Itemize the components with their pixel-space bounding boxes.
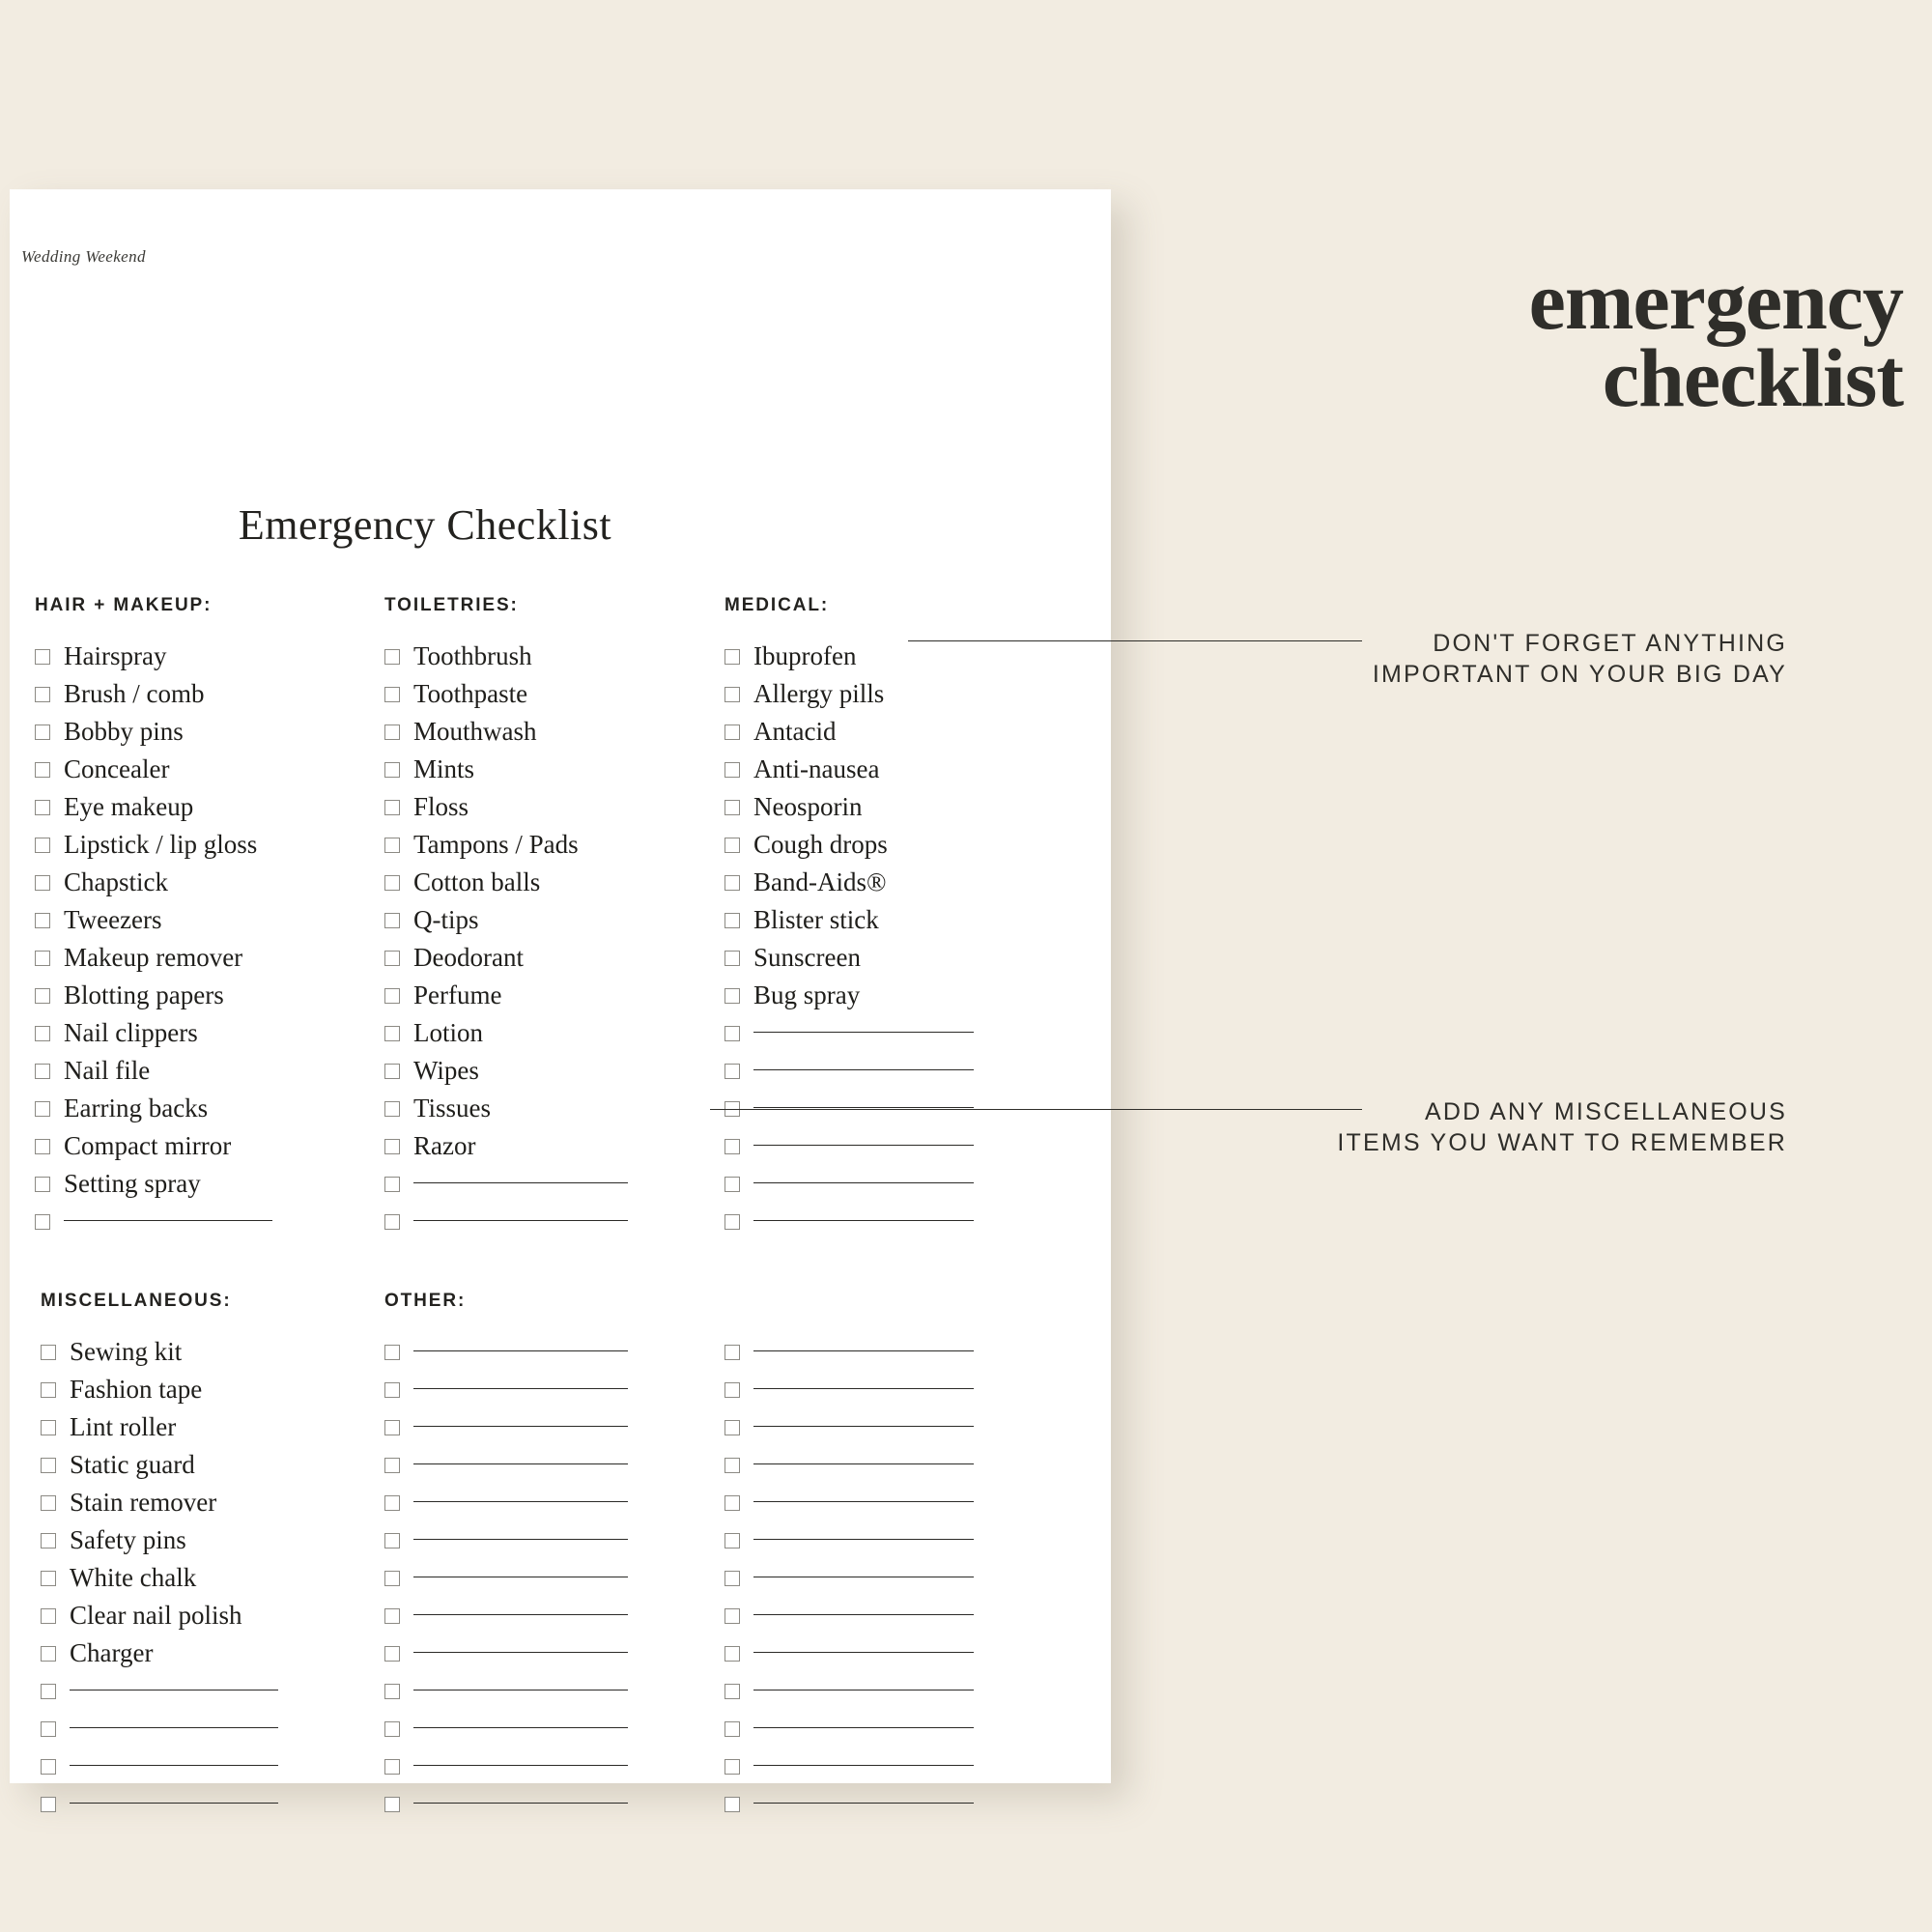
checkbox-icon[interactable]	[724, 687, 740, 702]
checkbox-icon[interactable]	[724, 1214, 740, 1230]
checkbox-icon[interactable]	[384, 1026, 400, 1041]
write-in-line[interactable]	[753, 1689, 974, 1690]
list-item-label: Ibuprofen	[753, 641, 857, 670]
list-item[interactable]	[724, 864, 1034, 901]
checkbox-icon[interactable]	[724, 800, 740, 815]
checkbox-icon[interactable]	[384, 1721, 400, 1737]
checkbox-icon[interactable]	[724, 1026, 740, 1041]
checkbox-icon[interactable]	[384, 1608, 400, 1624]
write-in-line[interactable]	[753, 1613, 974, 1615]
list-item-label: Neosporin	[753, 792, 863, 821]
checkbox-icon[interactable]	[35, 1101, 50, 1117]
callout-primary	[1246, 628, 1787, 690]
section-heading-hair-makeup: HAIR + MAKEUP:	[35, 595, 213, 615]
write-in-line[interactable]	[753, 1764, 974, 1766]
list-item[interactable]	[35, 638, 344, 675]
checkbox-icon[interactable]	[35, 1139, 50, 1154]
list-item-blank[interactable]	[724, 1408, 1034, 1446]
list-medical	[724, 638, 1034, 1240]
checkbox-icon[interactable]	[724, 951, 740, 966]
checkbox-icon[interactable]	[35, 838, 50, 853]
checkbox-icon[interactable]	[35, 988, 50, 1004]
list-item-blank[interactable]	[384, 1446, 694, 1484]
list-item-blank[interactable]	[724, 1484, 1034, 1521]
list-item-blank[interactable]	[724, 1521, 1034, 1559]
list-item-label: Lotion	[413, 1018, 483, 1047]
list-item-blank[interactable]	[35, 1203, 344, 1240]
write-in-line[interactable]	[413, 1219, 628, 1221]
checkbox-icon[interactable]	[724, 1759, 740, 1775]
write-in-line[interactable]	[753, 1463, 974, 1464]
list-item[interactable]	[41, 1597, 350, 1634]
checkbox-icon[interactable]	[35, 649, 50, 665]
section-other-right	[724, 1291, 1034, 1823]
list-item[interactable]	[724, 751, 1034, 788]
checkbox-icon[interactable]	[384, 1101, 400, 1117]
checklist-row-bottom	[10, 1291, 1111, 1832]
write-in-line[interactable]	[413, 1613, 628, 1615]
checkbox-icon[interactable]	[41, 1495, 56, 1511]
checkbox-icon[interactable]	[384, 1139, 400, 1154]
list-item-label: Concealer	[64, 754, 170, 783]
list-item-blank[interactable]	[724, 1597, 1034, 1634]
checkbox-icon[interactable]	[41, 1608, 56, 1624]
list-item-blank[interactable]	[384, 1484, 694, 1521]
list-item-label: Mints	[413, 754, 475, 783]
write-in-line[interactable]	[413, 1764, 628, 1766]
checkbox-icon[interactable]	[384, 838, 400, 853]
list-item-label: Sunscreen	[753, 943, 861, 972]
section-medical	[724, 595, 1034, 1240]
write-in-line[interactable]	[70, 1726, 278, 1728]
checkbox-icon[interactable]	[384, 1684, 400, 1699]
list-item-blank[interactable]	[41, 1672, 350, 1710]
list-item[interactable]	[384, 675, 694, 713]
checkbox-icon[interactable]	[384, 1646, 400, 1662]
checkbox-icon[interactable]	[35, 687, 50, 702]
checklist-page	[10, 189, 1111, 1783]
list-item-label: Fashion tape	[70, 1375, 203, 1404]
list-item-label: Toothpaste	[413, 679, 528, 708]
list-item-label: Clear nail polish	[70, 1601, 242, 1630]
list-item-blank[interactable]	[384, 1710, 694, 1747]
write-in-line[interactable]	[70, 1689, 278, 1690]
list-item[interactable]	[384, 713, 694, 751]
list-item[interactable]	[384, 826, 694, 864]
list-item-label: Allergy pills	[753, 679, 885, 708]
checkbox-icon[interactable]	[384, 988, 400, 1004]
list-item-label: Makeup remover	[64, 943, 243, 972]
list-item-label: Eye makeup	[64, 792, 194, 821]
list-item-blank[interactable]	[724, 1672, 1034, 1710]
list-item-label: Sewing kit	[70, 1337, 183, 1366]
checkbox-icon[interactable]	[384, 1177, 400, 1192]
checkbox-icon[interactable]	[41, 1797, 56, 1812]
checkbox-icon[interactable]	[724, 1571, 740, 1586]
list-item-label: Static guard	[70, 1450, 195, 1479]
list-item[interactable]	[384, 751, 694, 788]
checkbox-icon[interactable]	[384, 875, 400, 891]
checkbox-icon[interactable]	[384, 1533, 400, 1548]
list-item-label: Deodorant	[413, 943, 524, 972]
checkbox-icon[interactable]	[35, 951, 50, 966]
checkbox-icon[interactable]	[724, 1345, 740, 1360]
checklist-columns	[10, 595, 1111, 1832]
checkbox-icon[interactable]	[35, 1064, 50, 1079]
checkbox-icon[interactable]	[41, 1646, 56, 1662]
list-item-label: Cough drops	[753, 830, 888, 859]
list-item[interactable]	[35, 1014, 344, 1052]
list-item-blank[interactable]	[384, 1521, 694, 1559]
list-item-blank[interactable]	[724, 1634, 1034, 1672]
list-item[interactable]	[35, 1165, 344, 1203]
list-item-blank[interactable]	[724, 1165, 1034, 1203]
checkbox-icon[interactable]	[384, 913, 400, 928]
list-item[interactable]	[724, 788, 1034, 826]
list-item-blank[interactable]	[724, 1446, 1034, 1484]
list-item[interactable]	[35, 939, 344, 977]
list-other	[384, 1333, 694, 1823]
list-item-blank[interactable]	[724, 1785, 1034, 1823]
checkbox-icon[interactable]	[724, 1420, 740, 1435]
list-item-label: Compact mirror	[64, 1131, 232, 1160]
checkbox-icon[interactable]	[41, 1721, 56, 1737]
write-in-line[interactable]	[753, 1144, 974, 1146]
list-item[interactable]	[384, 788, 694, 826]
list-item[interactable]	[41, 1333, 350, 1371]
checkbox-icon[interactable]	[41, 1420, 56, 1435]
checkbox-icon[interactable]	[724, 1608, 740, 1624]
list-item-label: Toothbrush	[413, 641, 532, 670]
write-in-line[interactable]	[413, 1802, 628, 1804]
checkbox-icon[interactable]	[384, 1382, 400, 1398]
list-item[interactable]	[35, 788, 344, 826]
list-item[interactable]	[35, 1052, 344, 1090]
list-item[interactable]	[35, 901, 344, 939]
list-item-label: Bobby pins	[64, 717, 184, 746]
write-in-line[interactable]	[753, 1576, 974, 1577]
list-item-label: Earring backs	[64, 1094, 209, 1122]
write-in-line[interactable]	[413, 1576, 628, 1577]
list-item-blank[interactable]	[41, 1785, 350, 1823]
list-item-label: Nail file	[64, 1056, 151, 1085]
list-item-blank[interactable]	[384, 1203, 694, 1240]
list-item[interactable]	[384, 864, 694, 901]
write-in-line[interactable]	[753, 1181, 974, 1183]
checkbox-icon[interactable]	[35, 724, 50, 740]
list-item-label: Wipes	[413, 1056, 479, 1085]
list-item-label: Razor	[413, 1131, 476, 1160]
checkbox-icon[interactable]	[384, 1571, 400, 1586]
write-in-line[interactable]	[413, 1463, 628, 1464]
checkbox-icon[interactable]	[384, 687, 400, 702]
list-item-blank[interactable]	[41, 1747, 350, 1785]
checkbox-icon[interactable]	[724, 1177, 740, 1192]
list-item[interactable]	[384, 939, 694, 977]
list-item[interactable]	[35, 1127, 344, 1165]
list-item[interactable]	[41, 1521, 350, 1559]
list-item-blank[interactable]	[384, 1408, 694, 1446]
write-in-line[interactable]	[70, 1802, 278, 1804]
checkbox-icon[interactable]	[384, 1458, 400, 1473]
write-in-line[interactable]	[753, 1651, 974, 1653]
list-item-blank[interactable]	[384, 1597, 694, 1634]
checkbox-icon[interactable]	[724, 1495, 740, 1511]
section-hair-makeup	[35, 595, 344, 1240]
list-item-label: Lipstick / lip gloss	[64, 830, 258, 859]
write-in-line[interactable]	[70, 1764, 278, 1766]
checkbox-icon[interactable]	[384, 800, 400, 815]
list-item-blank[interactable]	[724, 1127, 1034, 1165]
checkbox-icon[interactable]	[724, 1533, 740, 1548]
list-item-label: Tissues	[413, 1094, 492, 1122]
checkbox-icon[interactable]	[384, 1214, 400, 1230]
list-hair-makeup	[35, 638, 344, 1240]
list-item[interactable]	[41, 1408, 350, 1446]
list-item-blank[interactable]	[384, 1333, 694, 1371]
checkbox-icon[interactable]	[384, 1759, 400, 1775]
checkbox-icon[interactable]	[35, 875, 50, 891]
list-item[interactable]	[35, 751, 344, 788]
checkbox-icon[interactable]	[41, 1759, 56, 1775]
checkbox-icon[interactable]	[724, 724, 740, 740]
list-item-blank[interactable]	[724, 1710, 1034, 1747]
write-in-line[interactable]	[753, 1726, 974, 1728]
checkbox-icon[interactable]	[724, 1684, 740, 1699]
list-item-blank[interactable]	[384, 1634, 694, 1672]
list-item[interactable]	[384, 1090, 694, 1127]
list-item-label: Hairspray	[64, 641, 167, 670]
list-item-label: Mouthwash	[413, 717, 537, 746]
list-item-label: Q-tips	[413, 905, 479, 934]
checkbox-icon[interactable]	[41, 1684, 56, 1699]
write-in-line[interactable]	[753, 1106, 974, 1108]
page-eyebrow: Wedding Weekend	[21, 247, 146, 266]
write-in-line[interactable]	[413, 1689, 628, 1690]
list-item-label: Blister stick	[753, 905, 879, 934]
list-item[interactable]	[384, 1052, 694, 1090]
list-item-label: Perfume	[413, 980, 502, 1009]
list-item-label: Floss	[413, 792, 469, 821]
checkbox-icon[interactable]	[384, 1064, 400, 1079]
list-item-label: Stain remover	[70, 1488, 217, 1517]
checklist-row-top	[10, 595, 1111, 1213]
list-item-label: Brush / comb	[64, 679, 205, 708]
list-item-blank[interactable]	[724, 1559, 1034, 1597]
write-in-line[interactable]	[753, 1031, 974, 1033]
callout-primary-line-1: DON'T FORGET ANYTHING	[1433, 630, 1787, 657]
list-item-label: Cotton balls	[413, 867, 541, 896]
write-in-line[interactable]	[753, 1219, 974, 1221]
write-in-line[interactable]	[413, 1651, 628, 1653]
promo-title-line-2: checklist	[1602, 330, 1903, 424]
list-item-label: Bug spray	[753, 980, 861, 1009]
list-item-blank[interactable]	[384, 1672, 694, 1710]
write-in-line[interactable]	[413, 1538, 628, 1540]
checkbox-icon[interactable]	[384, 1420, 400, 1435]
checkbox-icon[interactable]	[384, 724, 400, 740]
checkbox-icon[interactable]	[35, 913, 50, 928]
checkbox-icon[interactable]	[35, 800, 50, 815]
section-heading-other-right	[724, 1291, 1034, 1312]
list-item-blank[interactable]	[384, 1165, 694, 1203]
list-item-blank[interactable]	[724, 1747, 1034, 1785]
list-item-label: White chalk	[70, 1563, 197, 1592]
list-item[interactable]	[384, 1014, 694, 1052]
checkbox-icon[interactable]	[384, 1797, 400, 1812]
list-item[interactable]	[724, 826, 1034, 864]
list-item-blank[interactable]	[724, 1333, 1034, 1371]
list-item[interactable]	[41, 1484, 350, 1521]
write-in-line[interactable]	[413, 1350, 628, 1351]
write-in-line[interactable]	[753, 1538, 974, 1540]
checkbox-icon[interactable]	[724, 1064, 740, 1079]
checkbox-icon[interactable]	[724, 1646, 740, 1662]
section-heading-other: OTHER:	[384, 1291, 467, 1311]
section-miscellaneous	[41, 1291, 350, 1823]
list-item[interactable]	[724, 713, 1034, 751]
callout-primary-line-2: IMPORTANT ON YOUR BIG DAY	[1372, 661, 1787, 688]
section-other	[384, 1291, 694, 1823]
list-item-blank[interactable]	[384, 1371, 694, 1408]
checkbox-icon[interactable]	[41, 1458, 56, 1473]
list-item[interactable]	[41, 1559, 350, 1597]
promo-title-line-1: emergency	[1528, 254, 1903, 347]
list-item-label: Antacid	[753, 717, 837, 746]
checkbox-icon[interactable]	[724, 838, 740, 853]
list-item-blank[interactable]	[41, 1710, 350, 1747]
checkbox-icon[interactable]	[724, 875, 740, 891]
write-in-line[interactable]	[753, 1500, 974, 1502]
checkbox-icon[interactable]	[724, 1139, 740, 1154]
section-heading-toiletries: TOILETRIES:	[384, 595, 519, 615]
list-item[interactable]	[41, 1371, 350, 1408]
checkbox-icon[interactable]	[41, 1571, 56, 1586]
list-item-label: Tweezers	[64, 905, 162, 934]
list-item-label: Setting spray	[64, 1169, 201, 1198]
list-item-blank[interactable]	[724, 1203, 1034, 1240]
write-in-line[interactable]	[413, 1425, 628, 1427]
checkbox-icon[interactable]	[35, 1214, 50, 1230]
list-item[interactable]	[384, 638, 694, 675]
checkbox-icon[interactable]	[724, 913, 740, 928]
checkbox-icon[interactable]	[724, 1797, 740, 1812]
write-in-line[interactable]	[64, 1219, 272, 1221]
write-in-line[interactable]	[753, 1068, 974, 1070]
checkbox-icon[interactable]	[384, 1345, 400, 1360]
write-in-line[interactable]	[413, 1181, 628, 1183]
list-item[interactable]	[724, 977, 1034, 1014]
list-item-blank[interactable]	[724, 1014, 1034, 1052]
checkbox-icon[interactable]	[724, 762, 740, 778]
section-heading-miscellaneous: MISCELLANEOUS:	[41, 1291, 232, 1311]
checkbox-icon[interactable]	[384, 649, 400, 665]
list-item[interactable]	[35, 1090, 344, 1127]
list-item[interactable]	[41, 1634, 350, 1672]
section-toiletries	[384, 595, 694, 1240]
list-toiletries	[384, 638, 694, 1240]
list-item[interactable]	[35, 826, 344, 864]
checkbox-icon[interactable]	[35, 1177, 50, 1192]
list-item[interactable]	[35, 864, 344, 901]
list-item[interactable]	[41, 1446, 350, 1484]
list-item[interactable]	[384, 901, 694, 939]
list-item-label: Nail clippers	[64, 1018, 198, 1047]
list-item[interactable]	[724, 939, 1034, 977]
list-item-blank[interactable]	[384, 1559, 694, 1597]
list-item-label: Anti-nausea	[753, 754, 880, 783]
checkbox-icon[interactable]	[724, 988, 740, 1004]
list-item-label: Band-Aids®	[753, 867, 887, 896]
callout-secondary	[1246, 1096, 1787, 1158]
checkbox-icon[interactable]	[35, 1026, 50, 1041]
checkbox-icon[interactable]	[724, 1721, 740, 1737]
checkbox-icon[interactable]	[724, 1458, 740, 1473]
list-other-right	[724, 1333, 1034, 1823]
list-item-blank[interactable]	[724, 1371, 1034, 1408]
promo-title	[1323, 254, 1903, 424]
checkbox-icon[interactable]	[384, 762, 400, 778]
list-miscellaneous	[41, 1333, 350, 1823]
checkbox-icon[interactable]	[724, 1382, 740, 1398]
checkbox-icon[interactable]	[41, 1345, 56, 1360]
checkbox-icon[interactable]	[724, 649, 740, 665]
list-item-label: Charger	[70, 1638, 154, 1667]
write-in-line[interactable]	[753, 1387, 974, 1389]
list-item-label: Lint roller	[70, 1412, 177, 1441]
write-in-line[interactable]	[753, 1350, 974, 1351]
write-in-line[interactable]	[413, 1500, 628, 1502]
checkbox-icon[interactable]	[41, 1533, 56, 1548]
list-item-label: Tampons / Pads	[413, 830, 579, 859]
list-item-blank[interactable]	[724, 1052, 1034, 1090]
checkbox-icon[interactable]	[35, 762, 50, 778]
write-in-line[interactable]	[413, 1387, 628, 1389]
list-item[interactable]	[35, 977, 344, 1014]
list-item[interactable]	[384, 1127, 694, 1165]
list-item-blank[interactable]	[384, 1785, 694, 1823]
checkbox-icon[interactable]	[384, 1495, 400, 1511]
checkbox-icon[interactable]	[41, 1382, 56, 1398]
callout-secondary-line-1: ADD ANY MISCELLANEOUS	[1424, 1098, 1787, 1125]
list-item-blank[interactable]	[384, 1747, 694, 1785]
list-item[interactable]	[724, 675, 1034, 713]
page-title: Emergency Checklist	[238, 501, 612, 549]
list-item[interactable]	[384, 977, 694, 1014]
list-item-label: Chapstick	[64, 867, 168, 896]
section-heading-medical: MEDICAL:	[724, 595, 830, 615]
list-item[interactable]	[35, 675, 344, 713]
write-in-line[interactable]	[413, 1726, 628, 1728]
checkbox-icon[interactable]	[384, 951, 400, 966]
callout-secondary-line-2: ITEMS YOU WANT TO REMEMBER	[1337, 1129, 1787, 1156]
list-item[interactable]	[724, 638, 1034, 675]
list-item-label: Blotting papers	[64, 980, 224, 1009]
list-item[interactable]	[35, 713, 344, 751]
list-item-label: Safety pins	[70, 1525, 186, 1554]
write-in-line[interactable]	[753, 1425, 974, 1427]
write-in-line[interactable]	[753, 1802, 974, 1804]
list-item[interactable]	[724, 901, 1034, 939]
